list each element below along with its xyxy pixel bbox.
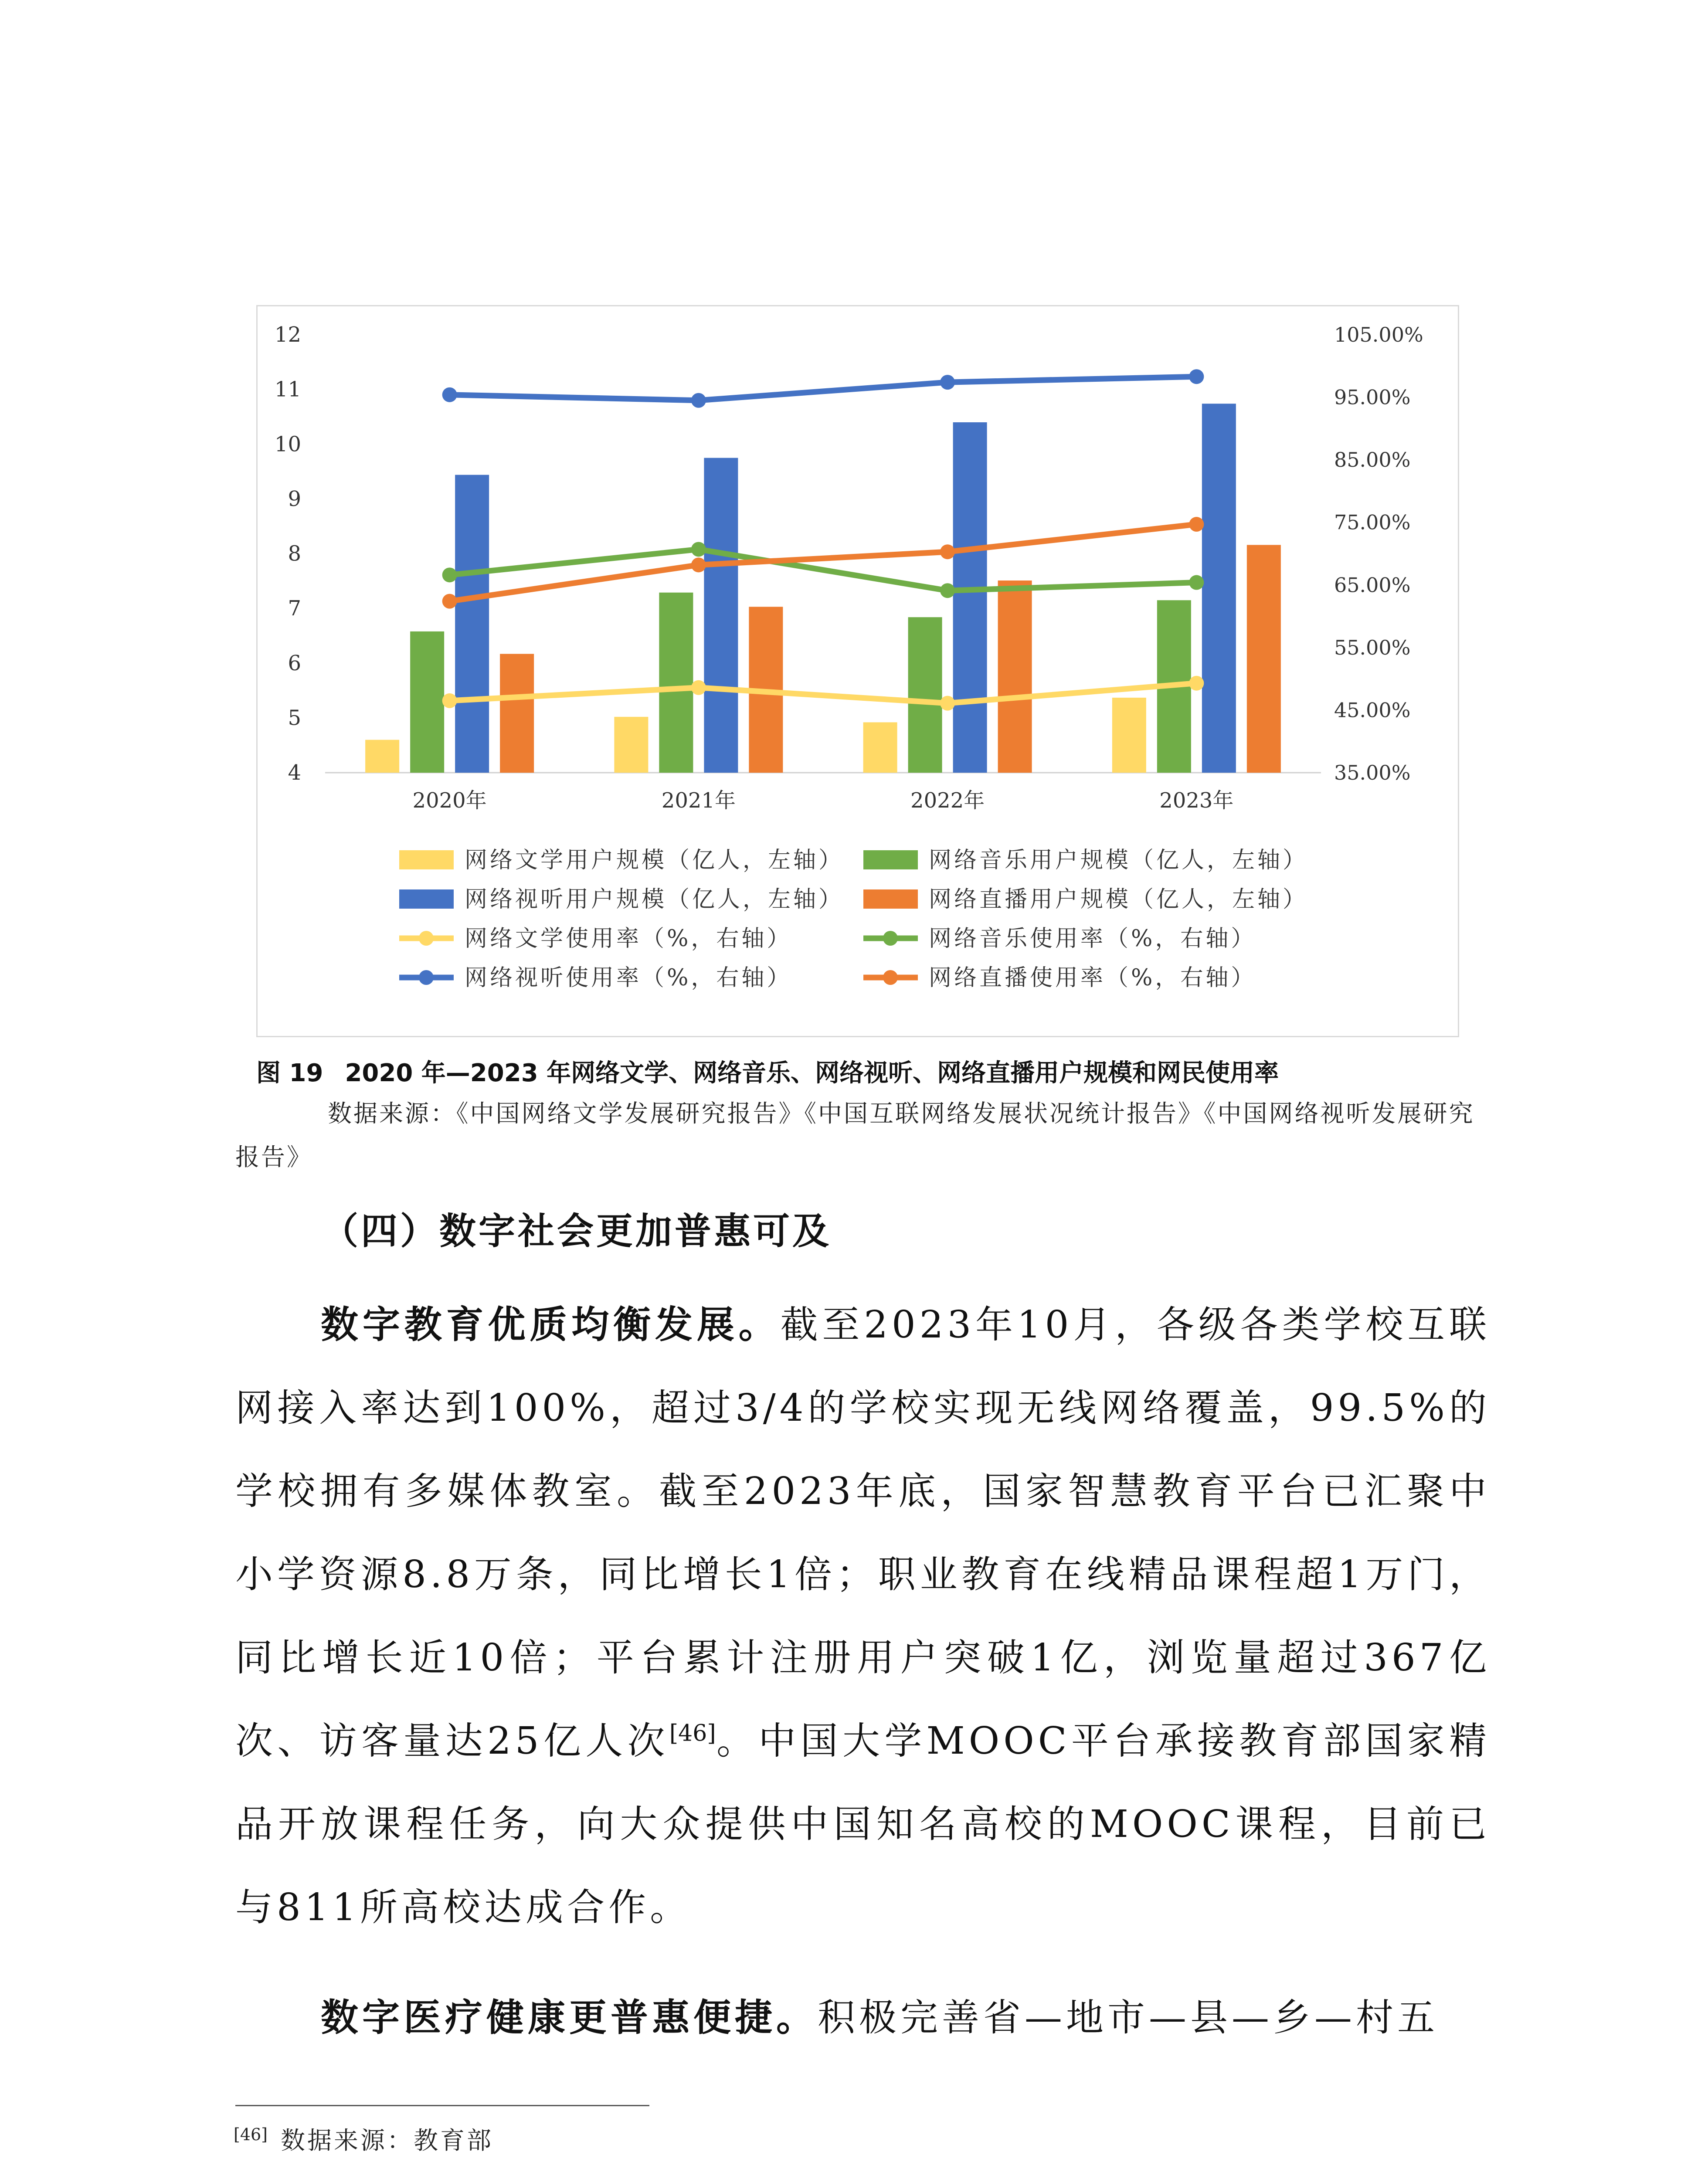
y-tick-label: 7 xyxy=(288,596,301,621)
bar xyxy=(365,740,399,773)
y2-tick-label: 35.00% xyxy=(1334,761,1411,784)
data-point xyxy=(442,594,457,609)
chart-frame xyxy=(256,305,1459,1037)
legend-label: 网络文学使用率（%，右轴） xyxy=(465,926,792,952)
bar xyxy=(659,593,693,773)
data-point xyxy=(691,542,706,557)
footnote-text: 数据来源：教育部 xyxy=(281,2127,494,2155)
paragraph-text: 积极完善省—地市—县—乡—村五 xyxy=(818,1996,1439,2040)
footnote xyxy=(234,2121,493,2156)
data-point xyxy=(1189,575,1204,590)
data-point xyxy=(1189,369,1204,384)
series-line xyxy=(450,683,1197,703)
data-point xyxy=(940,375,955,390)
bar xyxy=(1202,404,1236,773)
y2-tick-label: 105.00% xyxy=(1334,323,1423,346)
footnote-divider xyxy=(235,2105,649,2106)
y-tick-label: 5 xyxy=(288,706,301,730)
legend-swatch xyxy=(863,850,918,869)
data-point xyxy=(691,393,706,408)
legend-marker xyxy=(419,970,434,985)
y-tick-label: 9 xyxy=(288,486,301,511)
data-point xyxy=(940,583,955,598)
data-point xyxy=(442,693,457,708)
figure-source: 数据来源：《中国网络文学发展研究报告》《中国互联网络发展状况统计报告》《中国网络视听发展研究报告》 xyxy=(235,1100,1475,1171)
y-tick-label: 11 xyxy=(274,377,301,402)
paragraph-text: 截至2023年10月，各级各类学校互联网接入率达到100%，超过3/4的学校实现无线网络覆盖，99.5%的学校拥有多媒体教室。截至2023年底，国家智慧教育平台已汇聚中小学资源8.8万条，同比增长1倍；职业教育在线精品课程超1万门，同比增长近10倍；平台累计注册用户突破1亿，浏览量超过367亿次、访客量达25亿人次 xyxy=(235,1303,1491,1763)
bar xyxy=(998,580,1032,773)
y-tick-label: 8 xyxy=(288,541,301,566)
paragraph-text: 。中国大学MOOC平台承接教育部国家精品开放课程任务，向大众提供中国知名高校的MOOC课程，目前已与811所高校达成合作。 xyxy=(235,1719,1491,1929)
figure-title: 2020 年—2023 年网络文学、网络音乐、网络视听、网络直播用户规模和网民使用率 xyxy=(345,1059,1279,1087)
y-tick-label: 10 xyxy=(274,432,301,457)
data-point xyxy=(1189,517,1204,532)
data-point xyxy=(940,696,955,711)
legend-label: 网络直播用户规模（亿人，左轴） xyxy=(929,886,1308,913)
bar xyxy=(704,458,738,773)
legend-marker xyxy=(883,970,898,985)
legend-label: 网络直播使用率（%，右轴） xyxy=(929,965,1256,991)
figure-number: 图 19 xyxy=(256,1059,323,1087)
paragraph-digital-education xyxy=(235,1283,1491,1949)
series-line xyxy=(450,377,1197,401)
legend-label: 网络音乐使用率（%，右轴） xyxy=(929,926,1256,952)
y2-tick-label: 55.00% xyxy=(1334,635,1411,659)
legend-label: 网络文学用户规模（亿人，左轴） xyxy=(465,847,844,873)
x-tick-label: 2020年 xyxy=(412,788,487,813)
x-tick-label: 2022年 xyxy=(910,788,985,813)
bar xyxy=(1247,545,1281,773)
legend-label: 网络视听用户规模（亿人，左轴） xyxy=(465,886,844,913)
section-heading: （四）数字社会更加普惠可及 xyxy=(322,1210,832,1252)
bar xyxy=(953,422,987,773)
legend-label: 网络音乐用户规模（亿人，左轴） xyxy=(929,847,1308,873)
paragraph-digital-health xyxy=(235,1976,1491,2060)
bar xyxy=(1112,698,1146,773)
legend-swatch xyxy=(399,889,454,909)
paragraph-lead: 数字医疗健康更普惠便捷。 xyxy=(321,1996,818,2040)
legend-swatch xyxy=(399,850,454,869)
y-tick-label: 6 xyxy=(288,651,301,675)
x-tick-label: 2021年 xyxy=(661,788,736,813)
bar xyxy=(614,717,648,773)
bar xyxy=(455,475,489,773)
y2-tick-label: 75.00% xyxy=(1334,510,1411,534)
data-point xyxy=(442,567,457,582)
y-tick-label: 12 xyxy=(274,322,301,347)
y2-tick-label: 85.00% xyxy=(1334,448,1411,472)
bar xyxy=(410,631,444,773)
y-tick-label: 4 xyxy=(288,760,301,785)
data-point xyxy=(1189,676,1204,691)
legend-swatch xyxy=(863,889,918,909)
bar xyxy=(863,722,897,773)
paragraph-lead: 数字教育优质均衡发展。 xyxy=(321,1303,781,1347)
legend-marker xyxy=(419,931,434,946)
data-point xyxy=(691,557,706,572)
bar xyxy=(908,617,942,773)
footnote-number: [46] xyxy=(234,2125,268,2145)
y2-tick-label: 45.00% xyxy=(1334,698,1411,722)
data-point xyxy=(691,680,706,695)
y2-tick-label: 95.00% xyxy=(1334,385,1411,409)
bar xyxy=(500,654,534,773)
x-tick-label: 2023年 xyxy=(1159,788,1234,813)
user-scale-chart xyxy=(258,306,1460,1039)
footnote-ref[interactable]: [46] xyxy=(669,1720,716,1747)
figure-caption xyxy=(256,1054,1520,1089)
y2-tick-label: 65.00% xyxy=(1334,573,1411,597)
legend-label: 网络视听使用率（%，右轴） xyxy=(465,965,792,991)
legend-marker xyxy=(883,931,898,946)
data-point xyxy=(442,387,457,402)
data-point xyxy=(940,544,955,559)
